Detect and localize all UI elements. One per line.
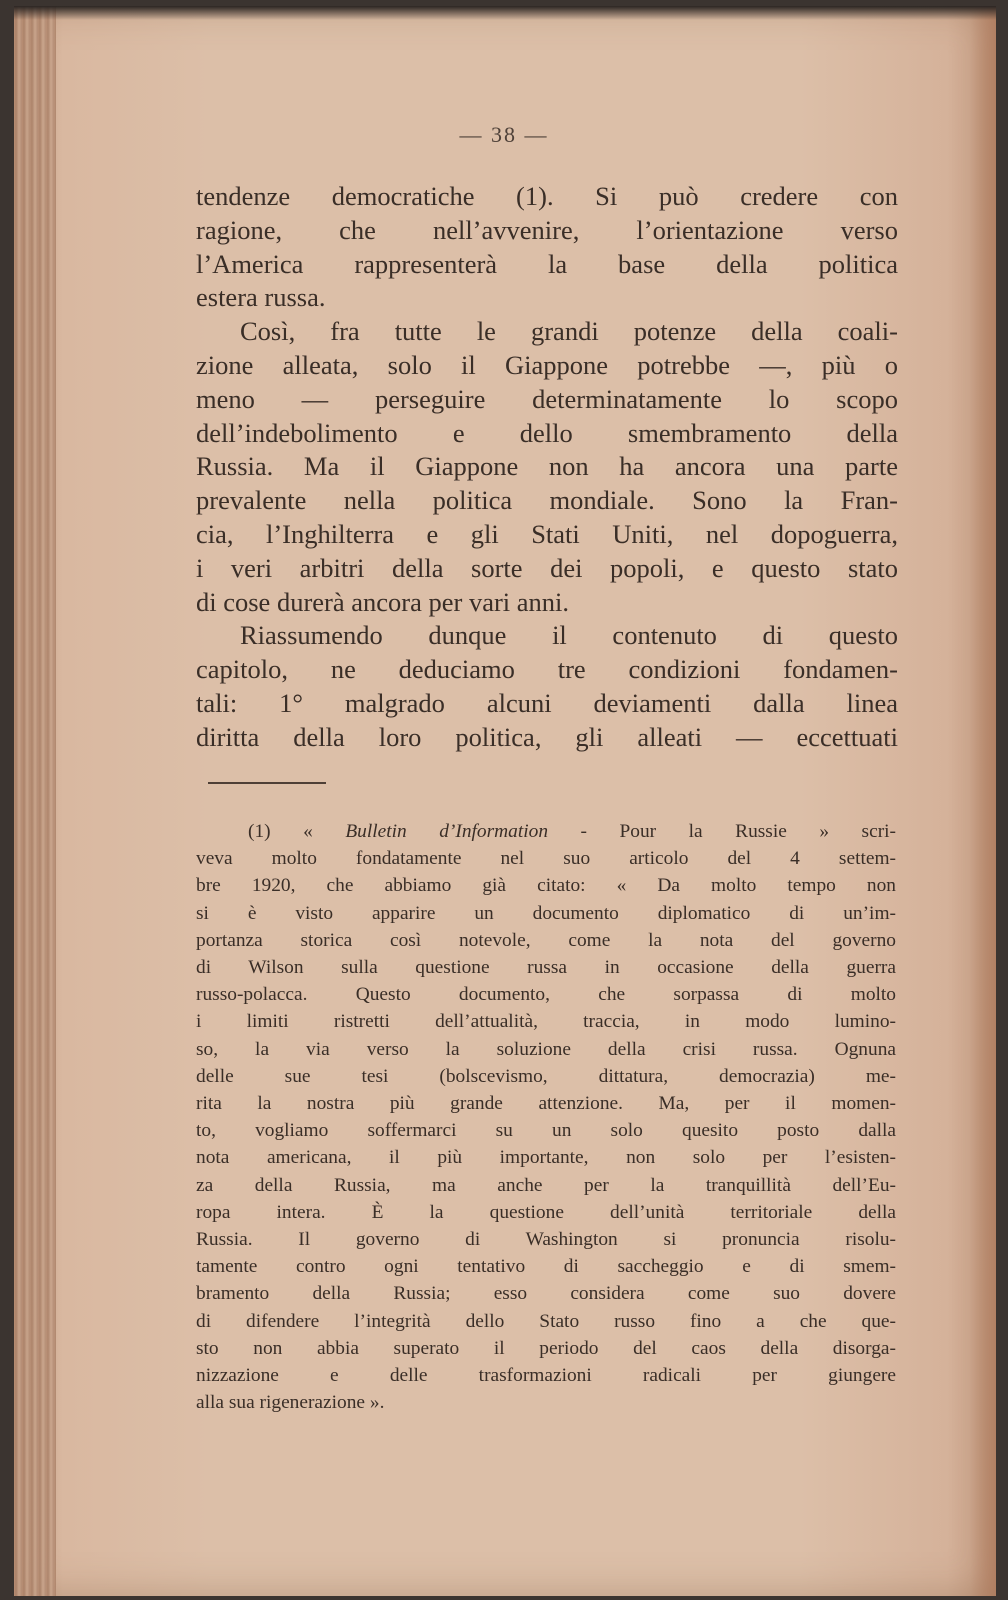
footnote-line: to, vogliamo soffermarci su un solo quesito posto dalla (196, 1120, 896, 1142)
body-line: di cose durerà ancora per vari anni. (196, 586, 570, 617)
footnote-line: nota americana, il più importante, non solo per l’esisten- (196, 1147, 896, 1169)
body-line: i veri arbitri della sorte dei popoli, e questo stato (196, 552, 898, 583)
footnote-line: za della Russia, ma anche per la tranquillità dell’Eu- (196, 1174, 896, 1196)
footnote-line: di difendere l’integrità dello Stato russo fino a che que- (196, 1310, 896, 1332)
body-line: l’America rappresenterà la base della politica (196, 248, 898, 279)
footnote-line: bramento della Russia; esso considera come suo dovere (196, 1283, 896, 1305)
body-line: Così, fra tutte le grandi potenze della coali- (240, 316, 898, 347)
footnote-line: so, la via verso la soluzione della crisi russa. Ognuna (196, 1038, 896, 1060)
footnote-separator (208, 782, 326, 784)
footnote-first-line (196, 818, 896, 845)
body-line: diritta della loro politica, gli alleati — eccettuati (196, 721, 898, 752)
page-edge-right (970, 6, 996, 1596)
footnote-line: russo-polacca. Questo documento, che sorpassa di molto (196, 984, 896, 1006)
body-line: tendenze democratiche (1). Si può credere con (196, 181, 898, 211)
body-line: ragione, che nell’avvenire, l’orientazione verso (196, 214, 898, 245)
body-line: dell’indebolimento e dello smembramento della (196, 417, 898, 448)
footnote-line: rita la nostra più grande attenzione. Ma, per il momen- (196, 1093, 896, 1115)
footnote-line: si è visto apparire un documento diplomatico di un’im- (196, 902, 896, 924)
page-number: — 38 — (459, 122, 549, 147)
footnote (196, 818, 896, 1416)
footnote-line: bre 1920, che abbiamo già citato: « Da molto tempo non (196, 875, 896, 897)
footnote-line: tamente contro ogni tentativo di saccheggio e di smem- (196, 1256, 896, 1278)
footnote-line: portanza storica così notevole, come la nota del governo (196, 929, 896, 951)
footnote-line: delle sue tesi (bolscevismo, dittatura, democrazia) me- (196, 1065, 896, 1087)
body-text (196, 180, 898, 755)
footnote-line: veva molto fondatamente nel suo articolo del 4 settem- (196, 848, 896, 870)
body-line: zione alleata, solo il Giappone potrebbe —, più o (196, 349, 898, 380)
footnote-first-line-rest: - Pour la Russie » scri- (580, 821, 897, 842)
body-line: Riassumendo dunque il contenuto di questo (240, 620, 898, 651)
body-line: tali: 1° malgrado alcuni deviamenti dalla linea (196, 687, 898, 718)
body-line: cia, l’Inghilterra e gli Stati Uniti, nel dopoguerra, (196, 518, 898, 549)
body-line: prevalente nella politica mondiale. Sono la Fran- (196, 485, 898, 516)
footnote-marker: (1) « (248, 821, 313, 842)
footnote-source-title: Bulletin d’Information (345, 821, 549, 842)
footnote-line: ropa intera. È la questione dell’unità territoriale della (196, 1201, 896, 1223)
footnote-line: di Wilson sulla questione russa in occasione della guerra (196, 957, 896, 979)
footnote-line: Russia. Il governo di Washington si pronuncia risolu- (196, 1229, 896, 1251)
body-line: meno — perseguire determinatamente lo scopo (196, 383, 898, 414)
body-line: capitolo, ne deduciamo tre condizioni fondamen- (196, 654, 898, 685)
footnote-line: nizzazione e delle trasformazioni radicali per giungere (196, 1365, 896, 1387)
footnote-line: alla sua rigenerazione ». (196, 1392, 385, 1414)
body-line: Russia. Ma il Giappone non ha ancora una parte (196, 451, 898, 482)
footnote-line: i limiti ristretti dell’attualità, traccia, in modo lumino- (196, 1011, 896, 1033)
page-stack-edge-left (14, 6, 56, 1596)
page-edge-top (14, 6, 996, 20)
body-line: estera russa. (196, 282, 326, 313)
footnote-line: sto non abbia superato il periodo del caos della disorga- (196, 1337, 896, 1359)
